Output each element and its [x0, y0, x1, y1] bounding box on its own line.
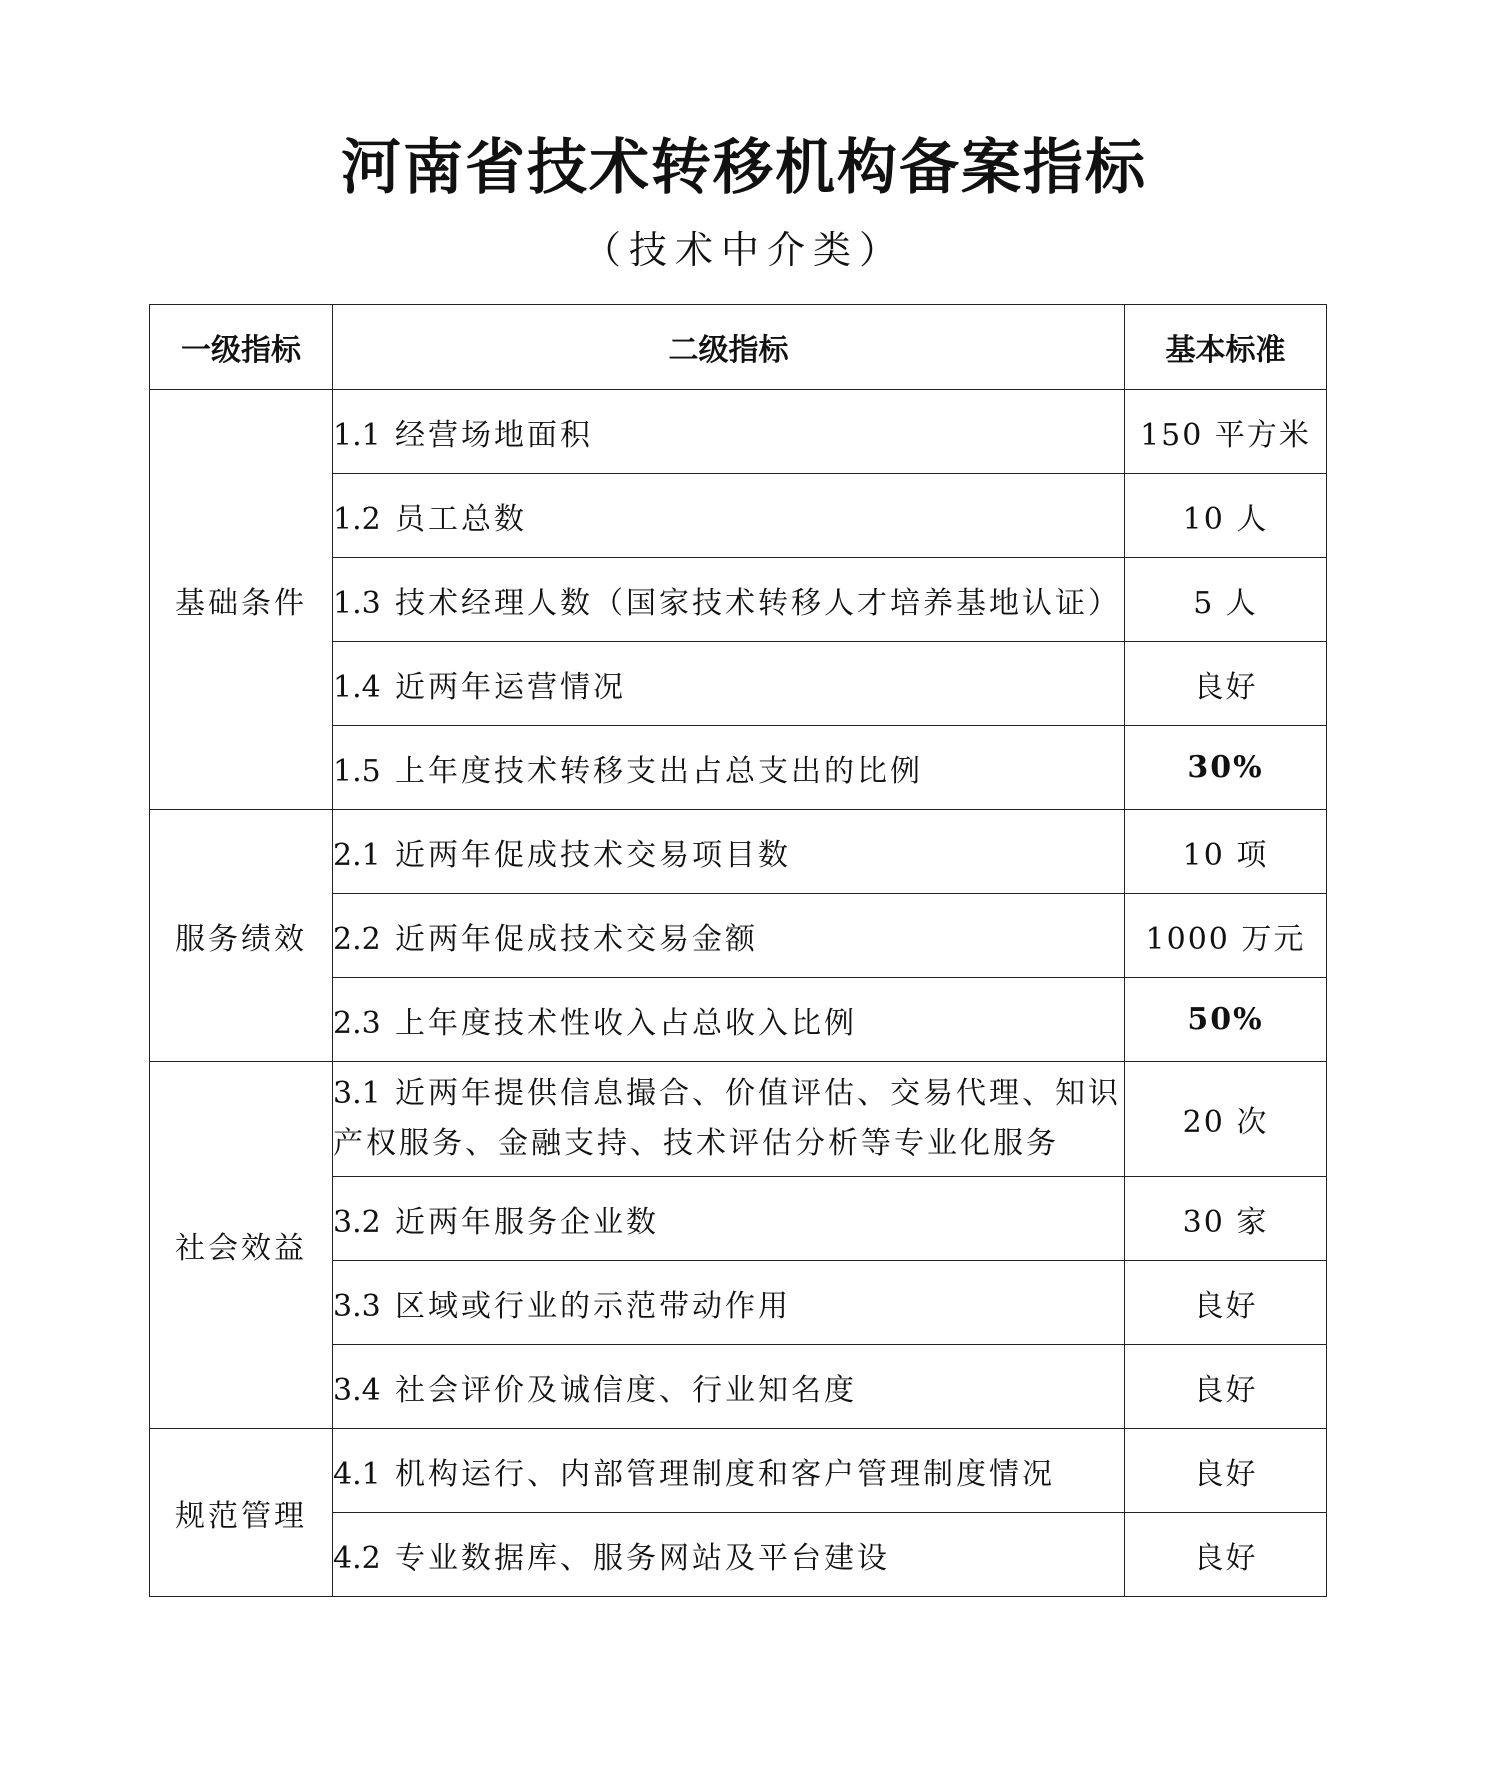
indicator-table: [149, 304, 1327, 1597]
row-text: 近两年运营情况: [395, 669, 626, 705]
standard-cell: 150 平方米: [1125, 390, 1327, 474]
row-number: 1.3: [333, 585, 381, 621]
level2-cell: [333, 474, 1125, 558]
group-name-management: 规范管理: [150, 1429, 333, 1597]
row-number: 3.2: [333, 1204, 381, 1240]
row-text: 近两年提供信息撮合、价值评估、交易代理、知识产权服务、金融支持、技术评估分析等专业化服务: [333, 1076, 1121, 1161]
group-name-social: 社会效益: [150, 1062, 333, 1429]
level2-cell: [333, 978, 1125, 1062]
row-number: 3.1: [333, 1076, 381, 1111]
standard-cell: 良好: [1125, 1513, 1327, 1597]
row-number: 2.3: [333, 1005, 381, 1041]
row-text: 专业数据库、服务网站及平台建设: [395, 1540, 890, 1576]
level2-cell: [333, 726, 1125, 810]
header-level1: 一级指标: [150, 305, 333, 390]
row-number: 1.4: [333, 669, 381, 705]
level2-cell: [333, 894, 1125, 978]
row-number: 1.2: [333, 501, 381, 537]
document-title: 河南省技术转移机构备案指标: [341, 133, 1147, 203]
row-text: 上年度技术性收入占总收入比例: [395, 1005, 857, 1041]
row-number: 4.1: [333, 1456, 381, 1492]
standard-cell: 30 家: [1125, 1177, 1327, 1261]
level2-cell: [333, 1513, 1125, 1597]
table-row: [150, 390, 1327, 474]
document-subtitle: （技术中介类）: [582, 228, 905, 272]
row-text: 员工总数: [395, 501, 527, 537]
row-number: 4.2: [333, 1540, 381, 1576]
row-text: 机构运行、内部管理制度和客户管理制度情况: [395, 1456, 1055, 1492]
row-number: 1.5: [333, 753, 381, 789]
group-name-performance: 服务绩效: [150, 810, 333, 1062]
row-text: 近两年促成技术交易金额: [395, 921, 758, 957]
row-text: 技术经理人数（国家技术转移人才培养基地认证）: [395, 585, 1121, 621]
table-row: [150, 810, 1327, 894]
level2-cell: [333, 1261, 1125, 1345]
header-level2: 二级指标: [333, 305, 1125, 390]
group-name-basic: 基础条件: [150, 390, 333, 810]
standard-cell: 30%: [1125, 726, 1327, 810]
row-text: 经营场地面积: [395, 417, 593, 453]
row-text: 近两年促成技术交易项目数: [395, 837, 791, 873]
row-text: 社会评价及诚信度、行业知名度: [395, 1372, 857, 1408]
standard-cell: 良好: [1125, 642, 1327, 726]
standard-cell: 10 人: [1125, 474, 1327, 558]
level2-cell: [333, 390, 1125, 474]
row-number: 2.1: [333, 837, 381, 873]
level2-cell: [333, 1345, 1125, 1429]
row-number: 3.4: [333, 1372, 381, 1408]
table-row: [150, 1429, 1327, 1513]
row-text: 上年度技术转移支出占总支出的比例: [395, 753, 923, 789]
standard-cell: 良好: [1125, 1261, 1327, 1345]
level2-cell: [333, 1177, 1125, 1261]
row-text: 区域或行业的示范带动作用: [395, 1288, 791, 1324]
header-standard: 基本标准: [1125, 305, 1327, 390]
row-number: 2.2: [333, 921, 381, 957]
standard-cell: 良好: [1125, 1345, 1327, 1429]
standard-cell: 良好: [1125, 1429, 1327, 1513]
row-number: 3.3: [333, 1288, 381, 1324]
level2-cell: [333, 810, 1125, 894]
standard-cell: 50%: [1125, 978, 1327, 1062]
standard-cell: 20 次: [1125, 1062, 1327, 1177]
level2-cell: [333, 1062, 1125, 1177]
standard-cell: 10 项: [1125, 810, 1327, 894]
table-header-row: [150, 305, 1327, 390]
level2-cell: [333, 642, 1125, 726]
standard-cell: 1000 万元: [1125, 894, 1327, 978]
table-row: [150, 1062, 1327, 1177]
row-text: 近两年服务企业数: [395, 1204, 659, 1240]
row-number: 1.1: [333, 417, 381, 453]
standard-cell: 5 人: [1125, 558, 1327, 642]
level2-cell: [333, 1429, 1125, 1513]
level2-cell: [333, 558, 1125, 642]
